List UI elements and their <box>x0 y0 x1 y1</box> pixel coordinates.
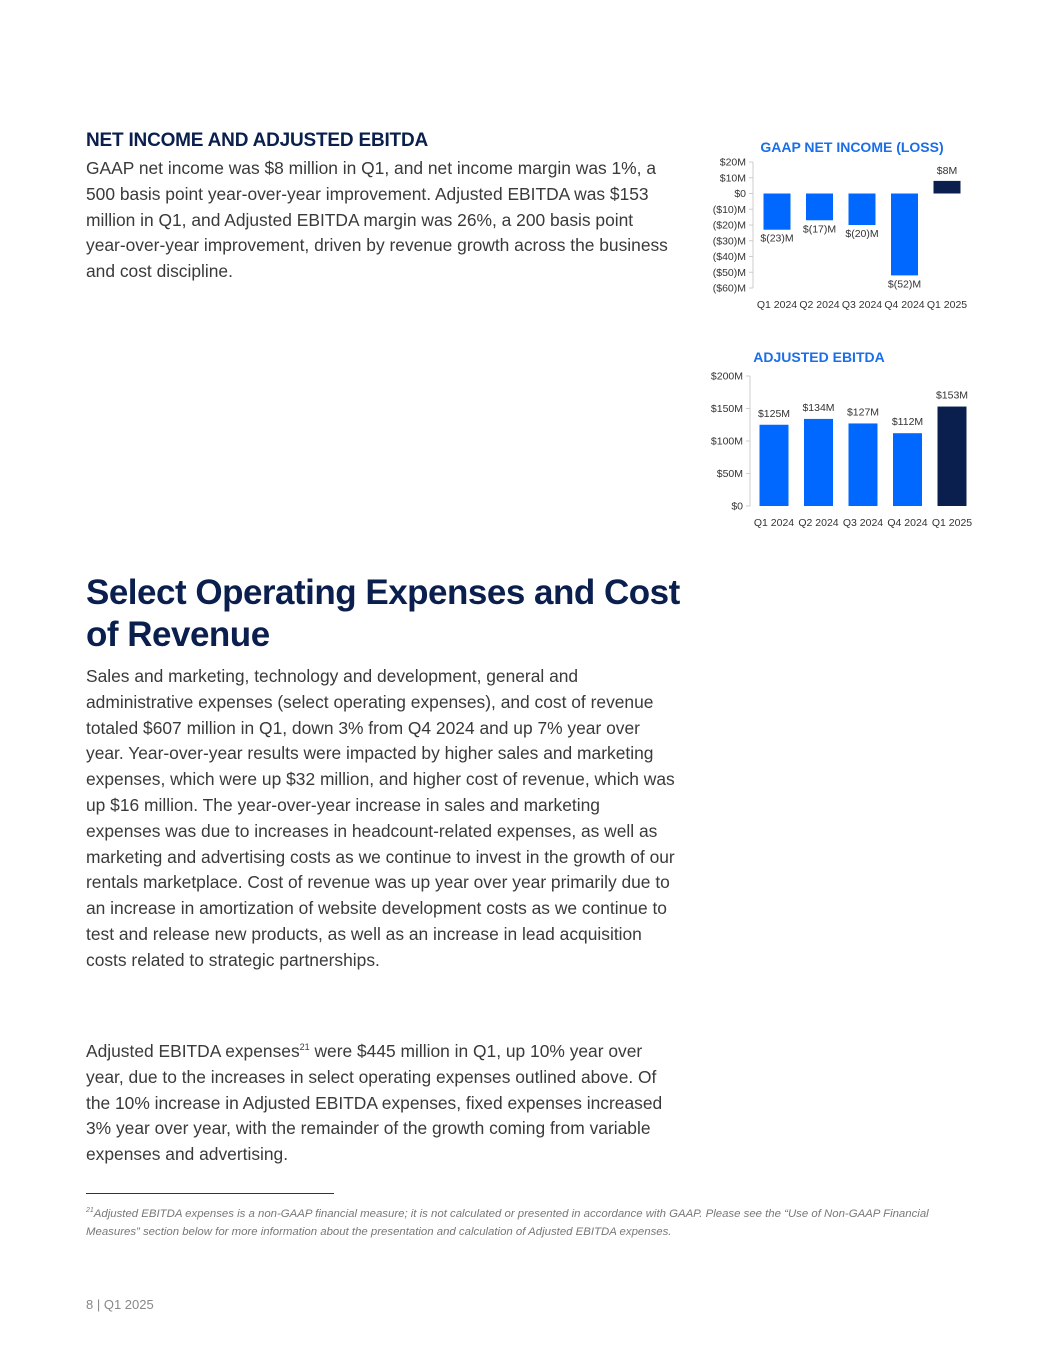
footnote-number: 21 <box>86 1207 94 1215</box>
bar-q3-2024 <box>849 423 878 506</box>
bar-q1-2025 <box>934 181 961 194</box>
ebitda-expenses-rest: were $445 million in Q1, up 10% year over year, due to the increases in select operating expenses outlined above. Of the 10% increase in Adjusted EBITDA expenses, fixed expenses increased 3% year over year, with the remainder of the growth coming from variable expenses and advertising. <box>86 1041 663 1165</box>
adjusted-ebitda-chart <box>690 342 980 537</box>
y-tick-label: ($20)M <box>712 219 746 232</box>
data-label: $(20)M <box>845 228 879 240</box>
opex-section-title: Select Operating Expenses and Cost of Revenue <box>86 573 680 654</box>
opex-paragraph: Sales and marketing, technology and development, general and administrative expenses (select operating expenses), and cost of revenue totaled $607 million in Q1, down 3% from Q4 2024 and up 7% year over year. Year-over-year results were impacted by higher sales and marketing expenses, which were up $32 million, and higher cost of revenue, which was up $16 million. The year-over-year increase in sales and marketing expenses was due to increases in headcount-related expenses, as well as marketing and advertising costs as we continue to invest in the growth of our rentals marketplace. Cost of revenue was up year over year primarily due to an increase in amortization of website development costs as we continue to test and release new products, as well as an increase in lead acquisition costs related to strategic partnerships. <box>86 666 675 970</box>
data-label: $127M <box>846 406 880 419</box>
footnote-divider <box>86 1193 334 1194</box>
y-tick-label: ($50)M <box>712 266 746 279</box>
y-tick-label: $20M <box>719 156 746 169</box>
bar-q1-2024 <box>760 425 789 506</box>
x-tick-label: Q1 2025 <box>926 299 968 311</box>
x-tick-label: Q4 2024 <box>887 517 928 529</box>
x-tick-label: Q3 2024 <box>842 517 884 529</box>
footnote-text: Adjusted EBITDA expenses is a non-GAAP financial measure; it is not calculated or presented in accordance with GAAP. Please see the “Use of Non-GAAP Financial Measures” section below for more information about the presentation and calculation of Adjusted EBITDA expenses. <box>86 1208 929 1238</box>
y-tick-label: ($60)M <box>712 282 746 295</box>
data-label: $134M <box>802 401 835 414</box>
x-tick-label: Q3 2024 <box>841 299 883 311</box>
net-income-paragraph: GAAP net income was $8 million in Q1, and net income margin was 1%, a 500 basis point year-over-year improvement. Adjusted EBITDA was $153 million in Q1, and Adjusted EBITDA margin was 26%, a 200 basis point year-over-year improvement, driven by revenue growth across the business and cost discipline. <box>86 158 668 282</box>
y-tick-label: ($10)M <box>712 203 746 216</box>
data-label: $(23)M <box>760 232 794 245</box>
chart-title: ADJUSTED EBITDA <box>753 349 885 365</box>
footnote-reference[interactable]: 21 <box>299 1042 310 1053</box>
bar-q2-2024 <box>804 419 833 506</box>
bar-q1-2024 <box>764 194 791 230</box>
data-label: $153M <box>935 389 969 402</box>
y-tick-label: $100M <box>710 435 743 448</box>
x-tick-label: Q1 2025 <box>931 517 973 529</box>
chart-title: GAAP NET INCOME (LOSS) <box>760 139 944 155</box>
data-label: $(17)M <box>802 223 837 236</box>
x-tick-label: Q2 2024 <box>799 299 840 311</box>
x-tick-label: Q1 2024 <box>756 299 798 311</box>
y-tick-label: $50M <box>716 468 743 480</box>
y-tick-label: $0 <box>731 500 743 513</box>
y-tick-label: ($30)M <box>712 235 746 248</box>
data-label: $112M <box>891 416 924 429</box>
data-label: $125M <box>757 407 791 420</box>
net-income-heading: NET INCOME AND ADJUSTED EBITDA <box>86 130 428 151</box>
y-tick-label: ($40)M <box>712 251 746 263</box>
x-tick-label: Q4 2024 <box>884 299 925 311</box>
y-tick-label: $10M <box>719 172 746 185</box>
bar-q4-2024 <box>891 194 918 276</box>
y-tick-label: $0 <box>734 188 746 200</box>
x-tick-label: Q1 2024 <box>753 517 795 529</box>
x-tick-label: Q2 2024 <box>798 517 839 529</box>
y-tick-label: $200M <box>710 370 743 383</box>
y-tick-label: $150M <box>710 403 743 415</box>
page-footer: 8 | Q1 2025 <box>86 1297 154 1312</box>
ebitda-expenses-paragraph <box>86 1039 676 1168</box>
bar-q3-2024 <box>849 194 876 226</box>
bar-q4-2024 <box>893 433 922 506</box>
footnote <box>86 1206 956 1241</box>
data-label: $8M <box>936 164 958 177</box>
gaap-net-income-chart <box>690 132 980 317</box>
ebitda-expenses-lead: Adjusted EBITDA expenses <box>86 1041 300 1061</box>
bar-q1-2025 <box>938 407 967 506</box>
data-label: $(52)M <box>887 278 922 291</box>
bar-q2-2024 <box>806 194 833 221</box>
